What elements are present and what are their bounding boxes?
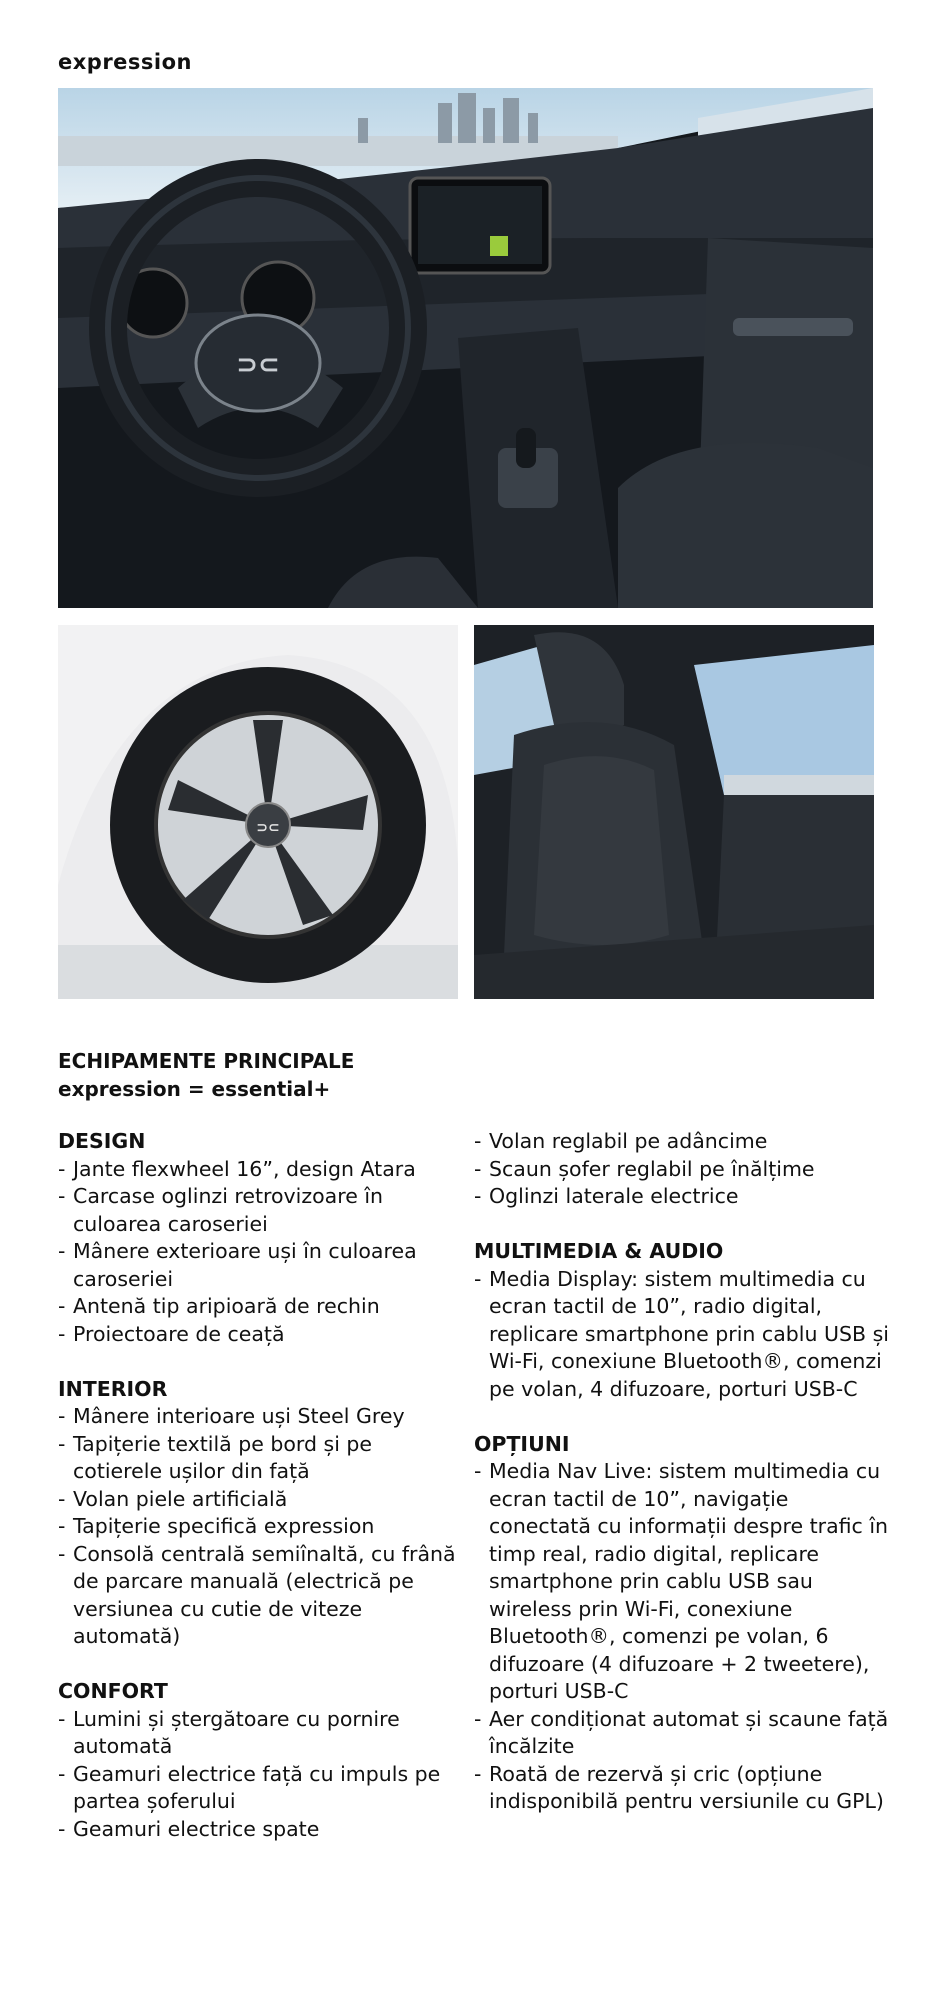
feature-item: - Consolă centrală semiînaltă, cu frână de parcare manuală (electrică pe versiunea cu cutie de viteze automată): [58, 1541, 458, 1651]
feature-list: [58, 1706, 458, 1844]
feature-item: - Mânere exterioare uși în culoarea caroseriei: [58, 1238, 458, 1293]
feature-item: - Tapițerie textilă pe bord și pe cotierele ușilor din față: [58, 1431, 458, 1486]
svg-text:⊃⊂: ⊃⊂: [256, 820, 280, 836]
section: [58, 1128, 458, 1348]
dashboard-photo: [58, 88, 873, 608]
right-column: [474, 1128, 894, 1843]
feature-item: - Antenă tip aripioară de rechin: [58, 1293, 458, 1321]
feature-item: - Proiectoare de ceață: [58, 1321, 458, 1349]
section: [474, 1238, 894, 1403]
section-title: MULTIMEDIA & AUDIO: [474, 1239, 724, 1263]
wheel-photo: [58, 625, 458, 999]
feature-item: - Scaun șofer reglabil pe înălțime: [474, 1156, 894, 1184]
section: [474, 1128, 894, 1211]
section: [58, 1678, 458, 1843]
feature-item: - Media Display: sistem multimedia cu ecran tactil de 10”, radio digital, replicare smartphone prin cablu USB și Wi-Fi, conexiune Bluetooth®, comenzi pe volan, 4 difuzoare, porturi USB-C: [474, 1266, 894, 1404]
feature-item: - Carcase oglinzi retrovizoare în culoarea caroseriei: [58, 1183, 458, 1238]
feature-list: [474, 1266, 894, 1404]
feature-item: - Volan piele artificială: [58, 1486, 458, 1514]
feature-item: - Roată de rezervă și cric (opțiune indisponibilă pentru versiunile cu GPL): [474, 1761, 894, 1816]
section-title: OPȚIUNI: [474, 1431, 570, 1456]
left-column: [58, 1128, 458, 1871]
feature-item: - Geamuri electrice față cu impuls pe partea șoferului: [58, 1761, 458, 1816]
feature-list: [474, 1458, 894, 1816]
equipment-title: ECHIPAMENTE PRINCIPALE: [58, 1049, 355, 1073]
equipment-subtitle: expression = essential+: [58, 1077, 331, 1101]
feature-list: [474, 1128, 894, 1211]
feature-list: [58, 1156, 458, 1349]
svg-text:⊃⊂: ⊃⊂: [236, 350, 280, 380]
feature-item: - Mânere interioare uși Steel Grey: [58, 1403, 458, 1431]
feature-item: - Media Nav Live: sistem multimedia cu ecran tactil de 10”, navigație conectată cu informații despre trafic în timp real, radio digital, replicare smartphone prin cablu USB sau wireless prin Wi-Fi, conexiune Bluetooth®, comenzi pe volan, 6 difuzoare (4 difuzoare + 2 tweetere), porturi USB-C: [474, 1458, 894, 1706]
section: [58, 1376, 458, 1651]
seat-photo: [474, 625, 874, 999]
section-title: INTERIOR: [58, 1376, 168, 1401]
equipment-heading: [58, 1047, 354, 1103]
section: [474, 1431, 894, 1816]
feature-item: - Oglinzi laterale electrice: [474, 1183, 894, 1211]
section-title: DESIGN: [58, 1129, 146, 1153]
feature-item: - Lumini și ștergătoare cu pornire automată: [58, 1706, 458, 1761]
feature-item: - Aer condiționat automat și scaune față încălzite: [474, 1706, 894, 1761]
feature-list: [58, 1403, 458, 1651]
brand-title: expression: [58, 50, 192, 74]
feature-item: - Tapițerie specifică expression: [58, 1513, 458, 1541]
feature-item: - Jante flexwheel 16”, design Atara: [58, 1156, 458, 1184]
section-title: CONFORT: [58, 1679, 168, 1703]
feature-item: - Volan reglabil pe adâncime: [474, 1128, 894, 1156]
feature-item: - Geamuri electrice spate: [58, 1816, 458, 1844]
